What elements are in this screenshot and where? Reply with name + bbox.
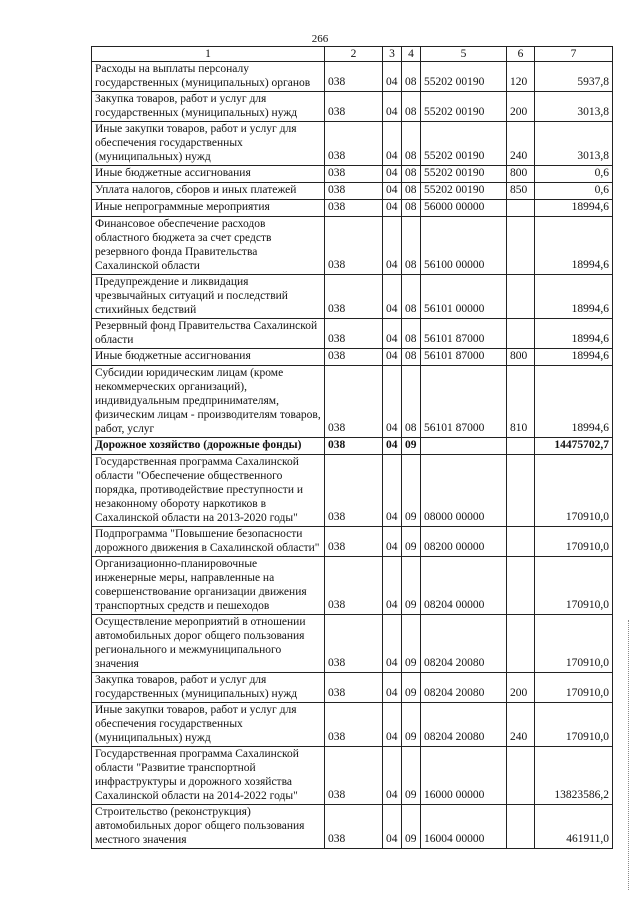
expense-name-cell: Уплата налогов, сборов и иных платежей bbox=[92, 183, 325, 200]
amount-cell: 3013,8 bbox=[535, 92, 613, 122]
target-item-cell: 16000 00000 bbox=[421, 747, 507, 805]
section-code-cell: 04 bbox=[383, 217, 402, 275]
section-code-cell: 04 bbox=[383, 183, 402, 200]
expense-type-cell: 200 bbox=[507, 673, 535, 703]
ministry-code-cell: 038 bbox=[325, 122, 383, 166]
expense-type-cell: 240 bbox=[507, 122, 535, 166]
column-header: 3 bbox=[383, 47, 402, 62]
expense-name-cell: Иные бюджетные ассигнования bbox=[92, 349, 325, 366]
target-item-cell: 55202 00190 bbox=[421, 62, 507, 92]
ministry-code-cell: 038 bbox=[325, 349, 383, 366]
page-number: 266 bbox=[311, 33, 329, 45]
expense-name-cell: Строительство (реконструкция) автомобильных дорог общего пользования местного значения bbox=[92, 805, 325, 849]
target-item-cell: 56000 00000 bbox=[421, 200, 507, 217]
table-row bbox=[92, 62, 613, 92]
subsection-code-cell: 09 bbox=[402, 673, 421, 703]
target-item-cell: 56101 87000 bbox=[421, 319, 507, 349]
subsection-code-cell: 09 bbox=[402, 455, 421, 527]
table-row bbox=[92, 349, 613, 366]
subsection-code-cell: 09 bbox=[402, 527, 421, 557]
amount-cell: 170910,0 bbox=[535, 673, 613, 703]
expense-name-cell: Иные закупки товаров, работ и услуг для обеспечения государственных (муниципальных) нужд bbox=[92, 122, 325, 166]
subsection-code-cell: 08 bbox=[402, 92, 421, 122]
column-header: 4 bbox=[402, 47, 421, 62]
section-code-cell: 04 bbox=[383, 319, 402, 349]
amount-cell: 170910,0 bbox=[535, 703, 613, 747]
section-code-cell: 04 bbox=[383, 673, 402, 703]
expense-name-cell: Резервный фонд Правительства Сахалинской области bbox=[92, 319, 325, 349]
expense-type-cell bbox=[507, 275, 535, 319]
target-item-cell: 08204 20080 bbox=[421, 673, 507, 703]
expense-name-cell: Предупреждение и ликвидация чрезвычайных ситуаций и последствий стихийных бедствий bbox=[92, 275, 325, 319]
target-item-cell: 08200 00000 bbox=[421, 527, 507, 557]
expense-type-cell: 800 bbox=[507, 166, 535, 183]
subsection-code-cell: 08 bbox=[402, 275, 421, 319]
column-header: 6 bbox=[507, 47, 535, 62]
section-code-cell: 04 bbox=[383, 92, 402, 122]
expense-type-cell bbox=[507, 527, 535, 557]
table-row bbox=[92, 438, 613, 455]
expense-type-cell bbox=[507, 557, 535, 615]
section-code-cell: 04 bbox=[383, 366, 402, 438]
expense-type-cell: 240 bbox=[507, 703, 535, 747]
amount-cell: 18994,6 bbox=[535, 366, 613, 438]
amount-cell: 18994,6 bbox=[535, 200, 613, 217]
target-item-cell: 16004 00000 bbox=[421, 805, 507, 849]
table-row bbox=[92, 673, 613, 703]
target-item-cell: 08204 20080 bbox=[421, 703, 507, 747]
table-body bbox=[92, 47, 613, 849]
section-code-cell: 04 bbox=[383, 349, 402, 366]
section-code-cell: 04 bbox=[383, 747, 402, 805]
target-item-cell: 56101 00000 bbox=[421, 275, 507, 319]
expense-type-cell bbox=[507, 747, 535, 805]
amount-cell: 14475702,7 bbox=[535, 438, 613, 455]
subsection-code-cell: 08 bbox=[402, 217, 421, 275]
section-code-cell: 04 bbox=[383, 122, 402, 166]
expense-name-cell: Дорожное хозяйство (дорожные фонды) bbox=[92, 438, 325, 455]
target-item-cell: 08204 00000 bbox=[421, 557, 507, 615]
subsection-code-cell: 08 bbox=[402, 349, 421, 366]
budget-table bbox=[91, 46, 613, 849]
target-item-cell: 55202 00190 bbox=[421, 183, 507, 200]
ministry-code-cell: 038 bbox=[325, 200, 383, 217]
table-row bbox=[92, 455, 613, 527]
amount-cell: 3013,8 bbox=[535, 122, 613, 166]
table-row bbox=[92, 200, 613, 217]
amount-cell: 18994,6 bbox=[535, 349, 613, 366]
expense-name-cell: Иные бюджетные ассигнования bbox=[92, 166, 325, 183]
subsection-code-cell: 08 bbox=[402, 122, 421, 166]
subsection-code-cell: 08 bbox=[402, 183, 421, 200]
subsection-code-cell: 08 bbox=[402, 200, 421, 217]
section-code-cell: 04 bbox=[383, 166, 402, 183]
ministry-code-cell: 038 bbox=[325, 805, 383, 849]
target-item-cell: 08204 20080 bbox=[421, 615, 507, 673]
expense-type-cell bbox=[507, 217, 535, 275]
subsection-code-cell: 08 bbox=[402, 166, 421, 183]
section-code-cell: 04 bbox=[383, 200, 402, 217]
scan-edge-marks bbox=[628, 620, 632, 890]
subsection-code-cell: 09 bbox=[402, 615, 421, 673]
section-code-cell: 04 bbox=[383, 615, 402, 673]
ministry-code-cell: 038 bbox=[325, 275, 383, 319]
section-code-cell: 04 bbox=[383, 527, 402, 557]
amount-cell: 18994,6 bbox=[535, 319, 613, 349]
section-code-cell: 04 bbox=[383, 455, 402, 527]
column-header: 2 bbox=[325, 47, 383, 62]
section-code-cell: 04 bbox=[383, 805, 402, 849]
section-code-cell: 04 bbox=[383, 557, 402, 615]
amount-cell: 0,6 bbox=[535, 166, 613, 183]
expense-type-cell: 850 bbox=[507, 183, 535, 200]
ministry-code-cell: 038 bbox=[325, 438, 383, 455]
target-item-cell bbox=[421, 438, 507, 455]
expense-name-cell: Подпрограмма "Повышение безопасности дорожного движения в Сахалинской области" bbox=[92, 527, 325, 557]
expense-name-cell: Иные непрограммные мероприятия bbox=[92, 200, 325, 217]
column-header: 1 bbox=[92, 47, 325, 62]
expense-name-cell: Расходы на выплаты персоналу государственных (муниципальных) органов bbox=[92, 62, 325, 92]
subsection-code-cell: 08 bbox=[402, 62, 421, 92]
expense-type-cell: 800 bbox=[507, 349, 535, 366]
expense-name-cell: Иные закупки товаров, работ и услуг для обеспечения государственных (муниципальных) нужд bbox=[92, 703, 325, 747]
ministry-code-cell: 038 bbox=[325, 217, 383, 275]
expense-name-cell: Закупка товаров, работ и услуг для государственных (муниципальных) нужд bbox=[92, 92, 325, 122]
ministry-code-cell: 038 bbox=[325, 747, 383, 805]
subsection-code-cell: 09 bbox=[402, 438, 421, 455]
expense-type-cell: 810 bbox=[507, 366, 535, 438]
expense-type-cell: 120 bbox=[507, 62, 535, 92]
ministry-code-cell: 038 bbox=[325, 183, 383, 200]
expense-name-cell: Государственная программа Сахалинской области "Обеспечение общественного порядка, противодействие преступности и незаконному обороту наркотиков в Сахалинской области на 2013-2020 годы" bbox=[92, 455, 325, 527]
expense-type-cell bbox=[507, 615, 535, 673]
subsection-code-cell: 09 bbox=[402, 557, 421, 615]
amount-cell: 461911,0 bbox=[535, 805, 613, 849]
table-row bbox=[92, 183, 613, 200]
table-row bbox=[92, 615, 613, 673]
table-header-row bbox=[92, 47, 613, 62]
table-row bbox=[92, 217, 613, 275]
table-row bbox=[92, 557, 613, 615]
table-row bbox=[92, 166, 613, 183]
amount-cell: 0,6 bbox=[535, 183, 613, 200]
expense-type-cell bbox=[507, 805, 535, 849]
expense-name-cell: Государственная программа Сахалинской области "Развитие транспортной инфраструктуры и дорожного хозяйства Сахалинской области на 2014-2022 годы" bbox=[92, 747, 325, 805]
table-row bbox=[92, 319, 613, 349]
ministry-code-cell: 038 bbox=[325, 673, 383, 703]
target-item-cell: 56100 00000 bbox=[421, 217, 507, 275]
target-item-cell: 56101 87000 bbox=[421, 366, 507, 438]
target-item-cell: 08000 00000 bbox=[421, 455, 507, 527]
ministry-code-cell: 038 bbox=[325, 62, 383, 92]
expense-type-cell bbox=[507, 455, 535, 527]
column-header: 7 bbox=[535, 47, 613, 62]
ministry-code-cell: 038 bbox=[325, 166, 383, 183]
table-row bbox=[92, 527, 613, 557]
table-row bbox=[92, 805, 613, 849]
section-code-cell: 04 bbox=[383, 62, 402, 92]
subsection-code-cell: 08 bbox=[402, 366, 421, 438]
ministry-code-cell: 038 bbox=[325, 703, 383, 747]
table-row bbox=[92, 747, 613, 805]
expense-type-cell bbox=[507, 319, 535, 349]
ministry-code-cell: 038 bbox=[325, 366, 383, 438]
amount-cell: 170910,0 bbox=[535, 455, 613, 527]
table-row bbox=[92, 275, 613, 319]
expense-type-cell: 200 bbox=[507, 92, 535, 122]
subsection-code-cell: 09 bbox=[402, 805, 421, 849]
expense-name-cell: Субсидии юридическим лицам (кроме некоммерческих организаций), индивидуальным предпринимателям, физическим лицам - производителям товаров, работ, услуг bbox=[92, 366, 325, 438]
target-item-cell: 55202 00190 bbox=[421, 166, 507, 183]
target-item-cell: 55202 00190 bbox=[421, 122, 507, 166]
amount-cell: 170910,0 bbox=[535, 527, 613, 557]
expense-name-cell: Финансовое обеспечение расходов областного бюджета за счет средств резервного фонда Правительства Сахалинской области bbox=[92, 217, 325, 275]
table-row bbox=[92, 122, 613, 166]
column-header: 5 bbox=[421, 47, 507, 62]
amount-cell: 5937,8 bbox=[535, 62, 613, 92]
target-item-cell: 55202 00190 bbox=[421, 92, 507, 122]
amount-cell: 170910,0 bbox=[535, 557, 613, 615]
section-code-cell: 04 bbox=[383, 703, 402, 747]
ministry-code-cell: 038 bbox=[325, 92, 383, 122]
section-code-cell: 04 bbox=[383, 438, 402, 455]
amount-cell: 13823586,2 bbox=[535, 747, 613, 805]
ministry-code-cell: 038 bbox=[325, 615, 383, 673]
expense-name-cell: Закупка товаров, работ и услуг для государственных (муниципальных) нужд bbox=[92, 673, 325, 703]
table-row bbox=[92, 366, 613, 438]
ministry-code-cell: 038 bbox=[325, 527, 383, 557]
amount-cell: 18994,6 bbox=[535, 275, 613, 319]
subsection-code-cell: 09 bbox=[402, 747, 421, 805]
subsection-code-cell: 08 bbox=[402, 319, 421, 349]
expense-name-cell: Организационно-планировочные инженерные меры, направленные на совершенствование организации движения транспортных средств и пешеходов bbox=[92, 557, 325, 615]
amount-cell: 170910,0 bbox=[535, 615, 613, 673]
subsection-code-cell: 09 bbox=[402, 703, 421, 747]
expense-type-cell bbox=[507, 438, 535, 455]
ministry-code-cell: 038 bbox=[325, 319, 383, 349]
ministry-code-cell: 038 bbox=[325, 455, 383, 527]
table-row bbox=[92, 92, 613, 122]
ministry-code-cell: 038 bbox=[325, 557, 383, 615]
table-row bbox=[92, 703, 613, 747]
target-item-cell: 56101 87000 bbox=[421, 349, 507, 366]
expense-name-cell: Осуществление мероприятий в отношении автомобильных дорог общего пользования регионального и межмуниципального значения bbox=[92, 615, 325, 673]
section-code-cell: 04 bbox=[383, 275, 402, 319]
amount-cell: 18994,6 bbox=[535, 217, 613, 275]
expense-type-cell bbox=[507, 200, 535, 217]
